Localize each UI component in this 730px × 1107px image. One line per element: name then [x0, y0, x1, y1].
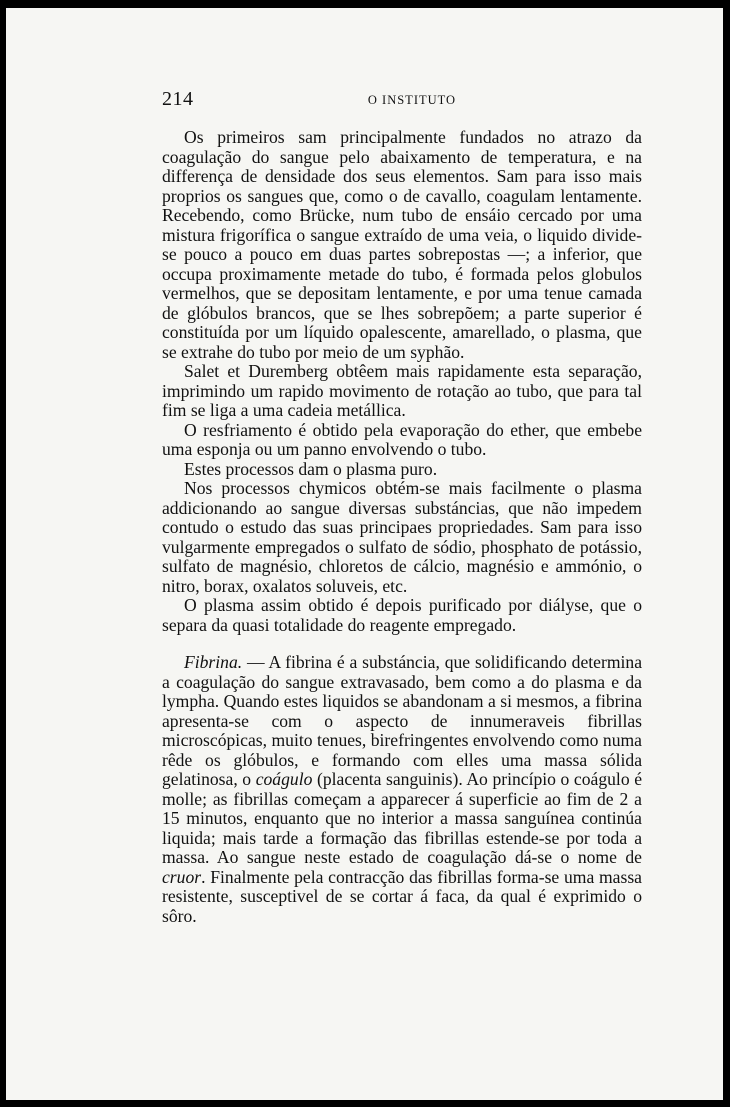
- paragraph-text: (placenta sanguinis). Ao princípio o coágulo é molle; as fibrillas começam a apparecer á superficie ao fim de 2 a 15 minutos, enquanto que no interior a massa sanguínea continúa liquida; mais tarde a formação das fibrillas estende-se por toda a massa. Ao sangue neste estado de coagulação dá-se o nome de: [162, 769, 643, 867]
- term-coagulo: coágulo: [255, 769, 313, 789]
- book-page: [6, 8, 723, 1100]
- paragraph: Os primeiros sam principalmente fundados no atrazo da coagulação do sangue pelo abaixamento de temperatura, e na differença de densidade dos seus elementos. Sam para isso mais proprios os sangues que, como o de cavallo, coagulam lentamente. Recebendo, como Brücke, num tubo de ensáio cercado por uma mistura frigorífica o sangue extraído de uma veia, o liquido divide-se pouco a pouco em duas partes sobrepostas —; a inferior, que occupa proximamente metade do tubo, é formada pelos globulos vermelhos, que se depositam lentamente, e por uma tenue camada de glóbulos brancos, que se lhes sobrepõem; a parte superior é constituída por um líquido opalescente, amarellado, o plasma, que se extrahe do tubo por meio de um syphão.: [162, 127, 642, 362]
- paragraph: O resfriamento é obtido pela evaporação do ether, que embebe uma esponja ou um panno envolvendo o tubo.: [162, 419, 642, 459]
- section-term-fibrina: Fibrina.: [184, 652, 243, 672]
- paragraph: Nos processos chymicos obtém-se mais facilmente o plasma addicionando ao sangue diversas substáncias, que não impedem contudo o estudo das suas principaes propriedades. Sam para isso vulgarmente empregados o sulfato de sódio, phosphato de potássio, sulfato de magnésio, chloretos de cálcio, magnésio e ammónio, o nitro, borax, oxalatos soluveis, etc.: [162, 478, 642, 596]
- running-title: O INSTITUTO: [367, 93, 457, 107]
- paragraph-text: — A fibrina é a substáncia, que solidificando determina a coagulação do sangue extravasado, bem como a do plasma e da lympha. Quando estes liquidos se abandonam a si mesmos, a fibrina apresenta-se com o aspecto de innumeraveis fibrillas microscópicas, muito tenues, birefringentes envolvendo como numa rêde os glóbulos, e formando com elles uma massa sólida gelatinosa, o: [162, 652, 642, 789]
- page-number: 214: [162, 88, 194, 110]
- paragraph-text: . Finalmente pela contracção das fibrillas forma-se uma massa resistente, susceptivel de se cortar á faca, da qual é exprimido o sôro.: [162, 866, 642, 926]
- fibrina-paragraph: [162, 653, 642, 926]
- paragraph: Salet et Duremberg obtêem mais rapidamente esta separação, imprimindo um rapido movimento de rotação ao tubo, que para tal fim se liga a uma cadeia metállica.: [162, 361, 642, 420]
- paragraph: O plasma assim obtido é depois purificado por diályse, que o separa da quasi totalidade do reagente empregado.: [162, 595, 642, 635]
- paragraph: Estes processos dam o plasma puro.: [184, 458, 438, 479]
- page-header: [162, 88, 642, 118]
- term-cruor: cruor: [162, 866, 202, 887]
- body-text: [162, 128, 642, 926]
